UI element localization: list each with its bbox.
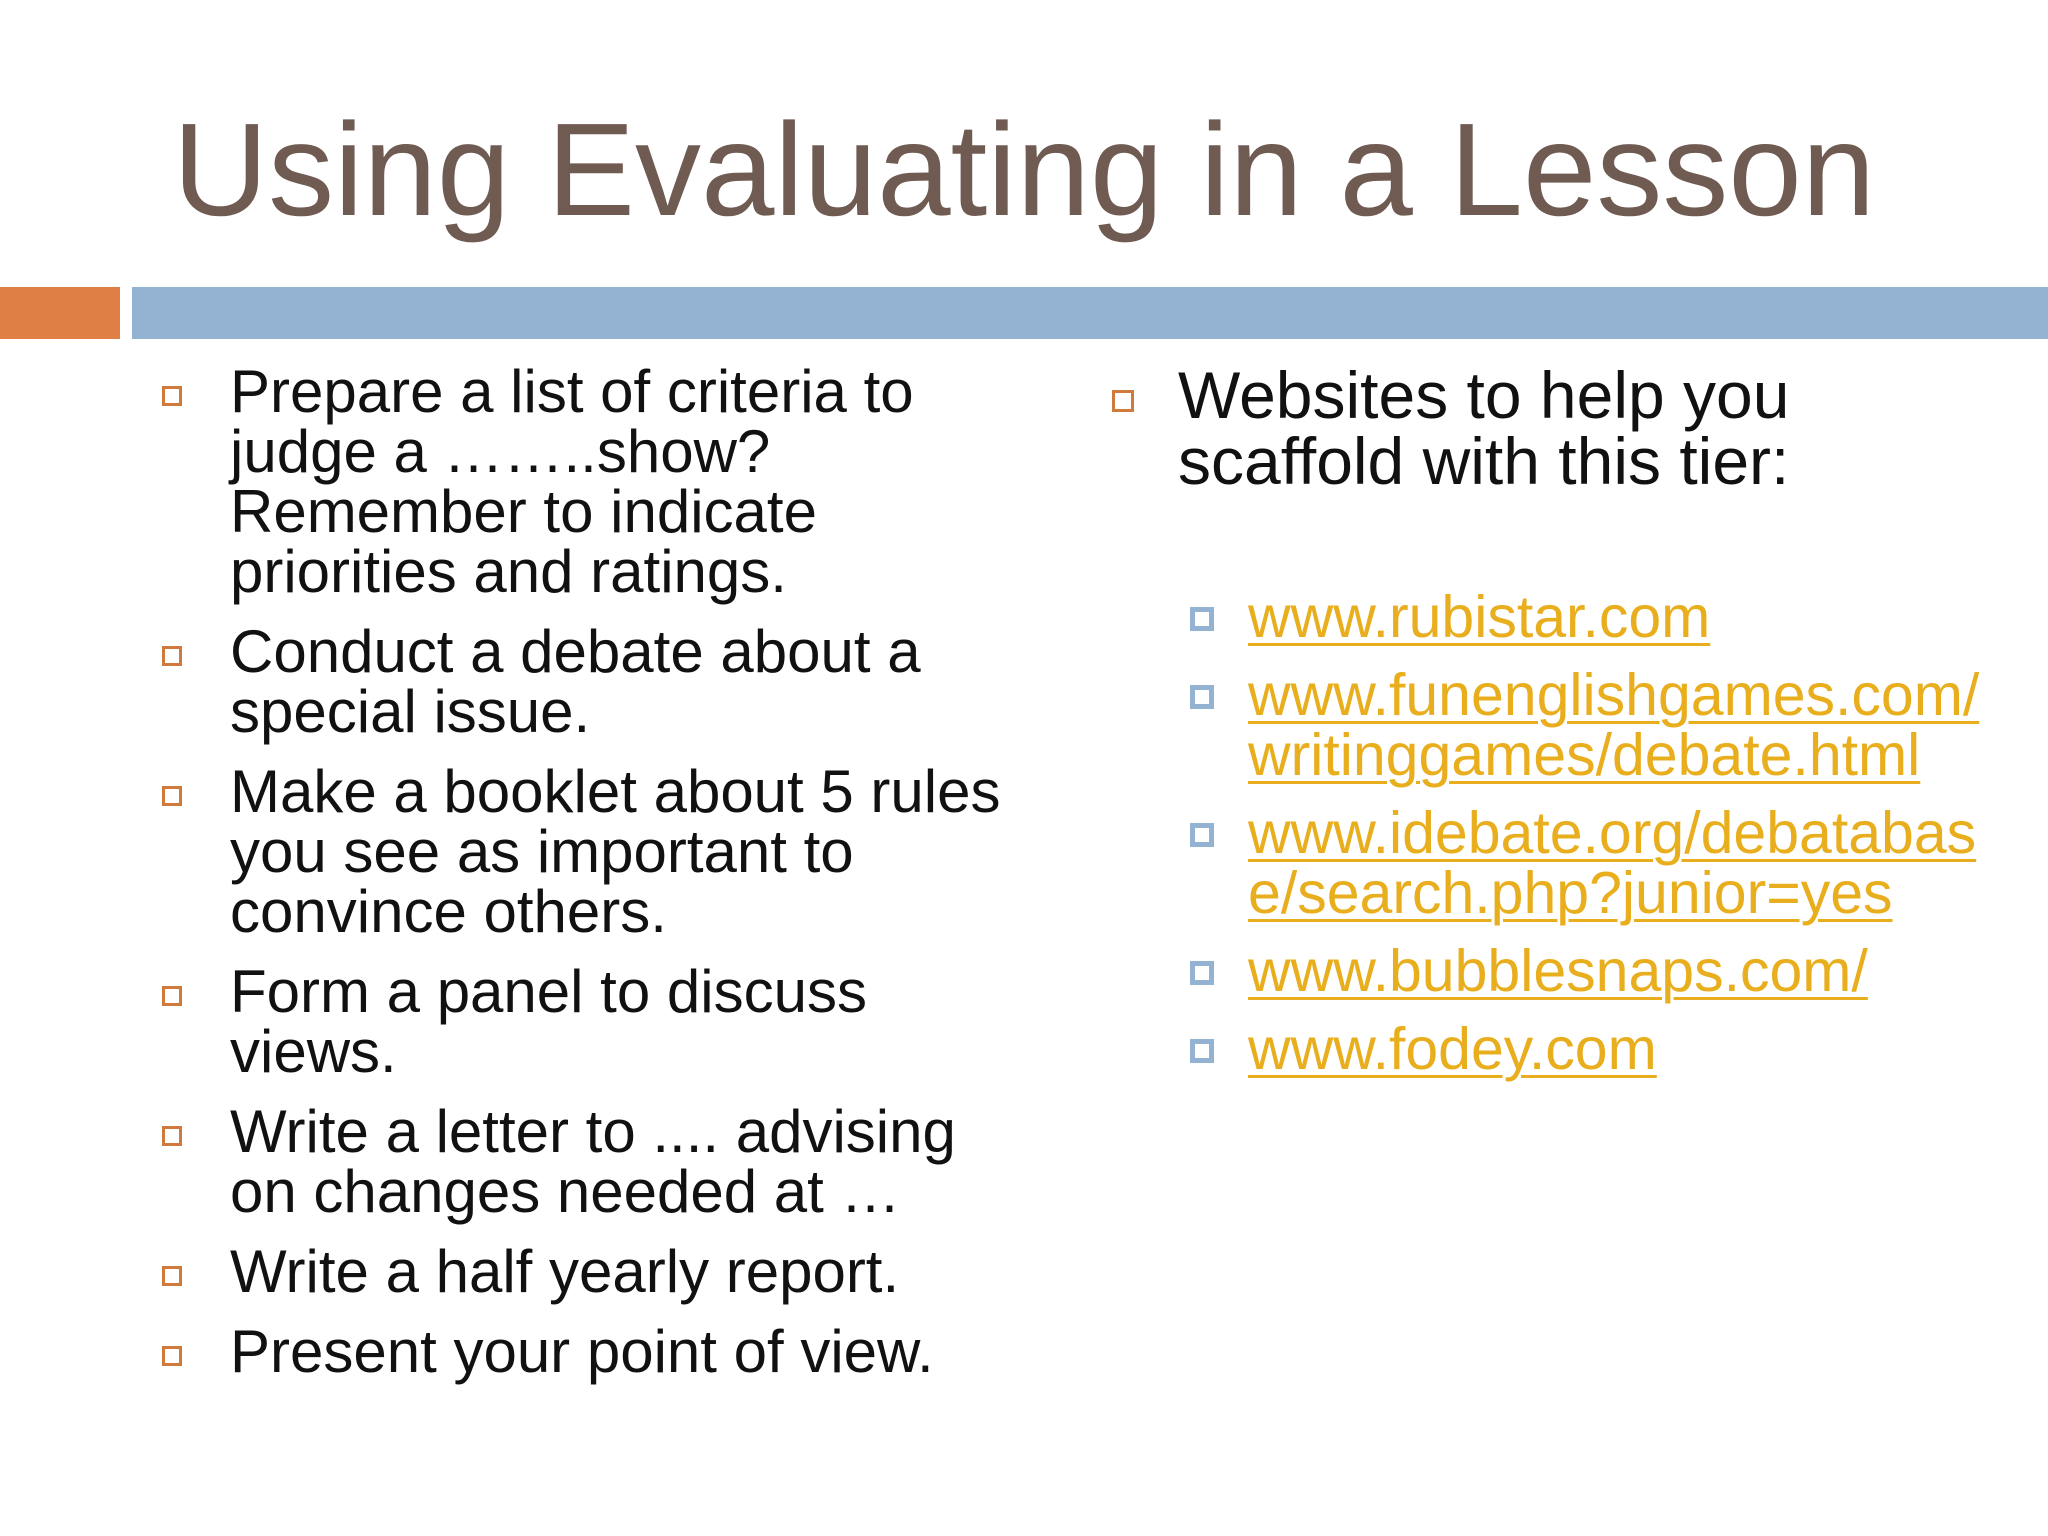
- list-item-text: Conduct a debate about a special issue.: [230, 618, 921, 745]
- list-item: [160, 758, 1020, 945]
- link-item: [1190, 800, 2020, 926]
- list-item-text: Write a letter to .... advising on changes needed at …: [230, 1098, 956, 1225]
- list-item-text: Present your point of view.: [230, 1318, 934, 1385]
- link-item: [1190, 1016, 2020, 1082]
- link-item: [1190, 584, 2020, 650]
- list-item: [160, 958, 1020, 1085]
- square-bullet-icon: [1190, 607, 1214, 631]
- list-item: [160, 358, 1020, 605]
- list-item: [160, 1318, 1020, 1385]
- slide-title: Using Evaluating in a Lesson: [172, 96, 1876, 243]
- square-bullet-icon: [162, 1266, 182, 1286]
- square-bullet-icon: [162, 646, 182, 666]
- websites-section: [1110, 358, 2010, 1082]
- list-item: [160, 1098, 1020, 1225]
- website-link[interactable]: www.funenglishgames.com/writinggames/debate.html: [1248, 662, 1980, 788]
- website-link[interactable]: www.fodey.com: [1248, 1016, 1657, 1082]
- header-bar: [132, 287, 2048, 339]
- websites-heading: [1110, 358, 2010, 498]
- websites-heading-text: Websites to help you scaffold with this tier:: [1178, 358, 1790, 498]
- website-link[interactable]: www.idebate.org/debatabase/search.php?junior=yes: [1248, 800, 1977, 926]
- square-bullet-icon: [1190, 685, 1214, 709]
- square-bullet-icon: [1190, 961, 1214, 985]
- link-item: [1190, 938, 2020, 1004]
- activity-list: [160, 358, 1020, 1385]
- square-bullet-icon: [162, 1126, 182, 1146]
- website-link[interactable]: www.bubblesnaps.com/: [1248, 938, 1868, 1004]
- list-item-text: Make a booklet about 5 rules you see as important to convince others.: [230, 758, 1001, 945]
- website-links: [1190, 584, 2020, 1082]
- accent-bar: [0, 287, 120, 339]
- link-item: [1190, 662, 2020, 788]
- square-bullet-icon: [1190, 1039, 1214, 1063]
- square-bullet-icon: [1190, 823, 1214, 847]
- square-bullet-icon: [162, 1346, 182, 1366]
- website-link[interactable]: www.rubistar.com: [1248, 584, 1711, 650]
- square-bullet-icon: [162, 986, 182, 1006]
- list-item: [160, 618, 1020, 745]
- square-bullet-icon: [162, 386, 182, 406]
- list-item-text: Form a panel to discuss views.: [230, 958, 867, 1085]
- square-bullet-icon: [1112, 390, 1134, 412]
- list-item: [160, 1238, 1020, 1305]
- list-item-text: Write a half yearly report.: [230, 1238, 900, 1305]
- square-bullet-icon: [162, 786, 182, 806]
- list-item-text: Prepare a list of criteria to judge a ……..show? Remember to indicate priorities and ratings.: [230, 358, 914, 605]
